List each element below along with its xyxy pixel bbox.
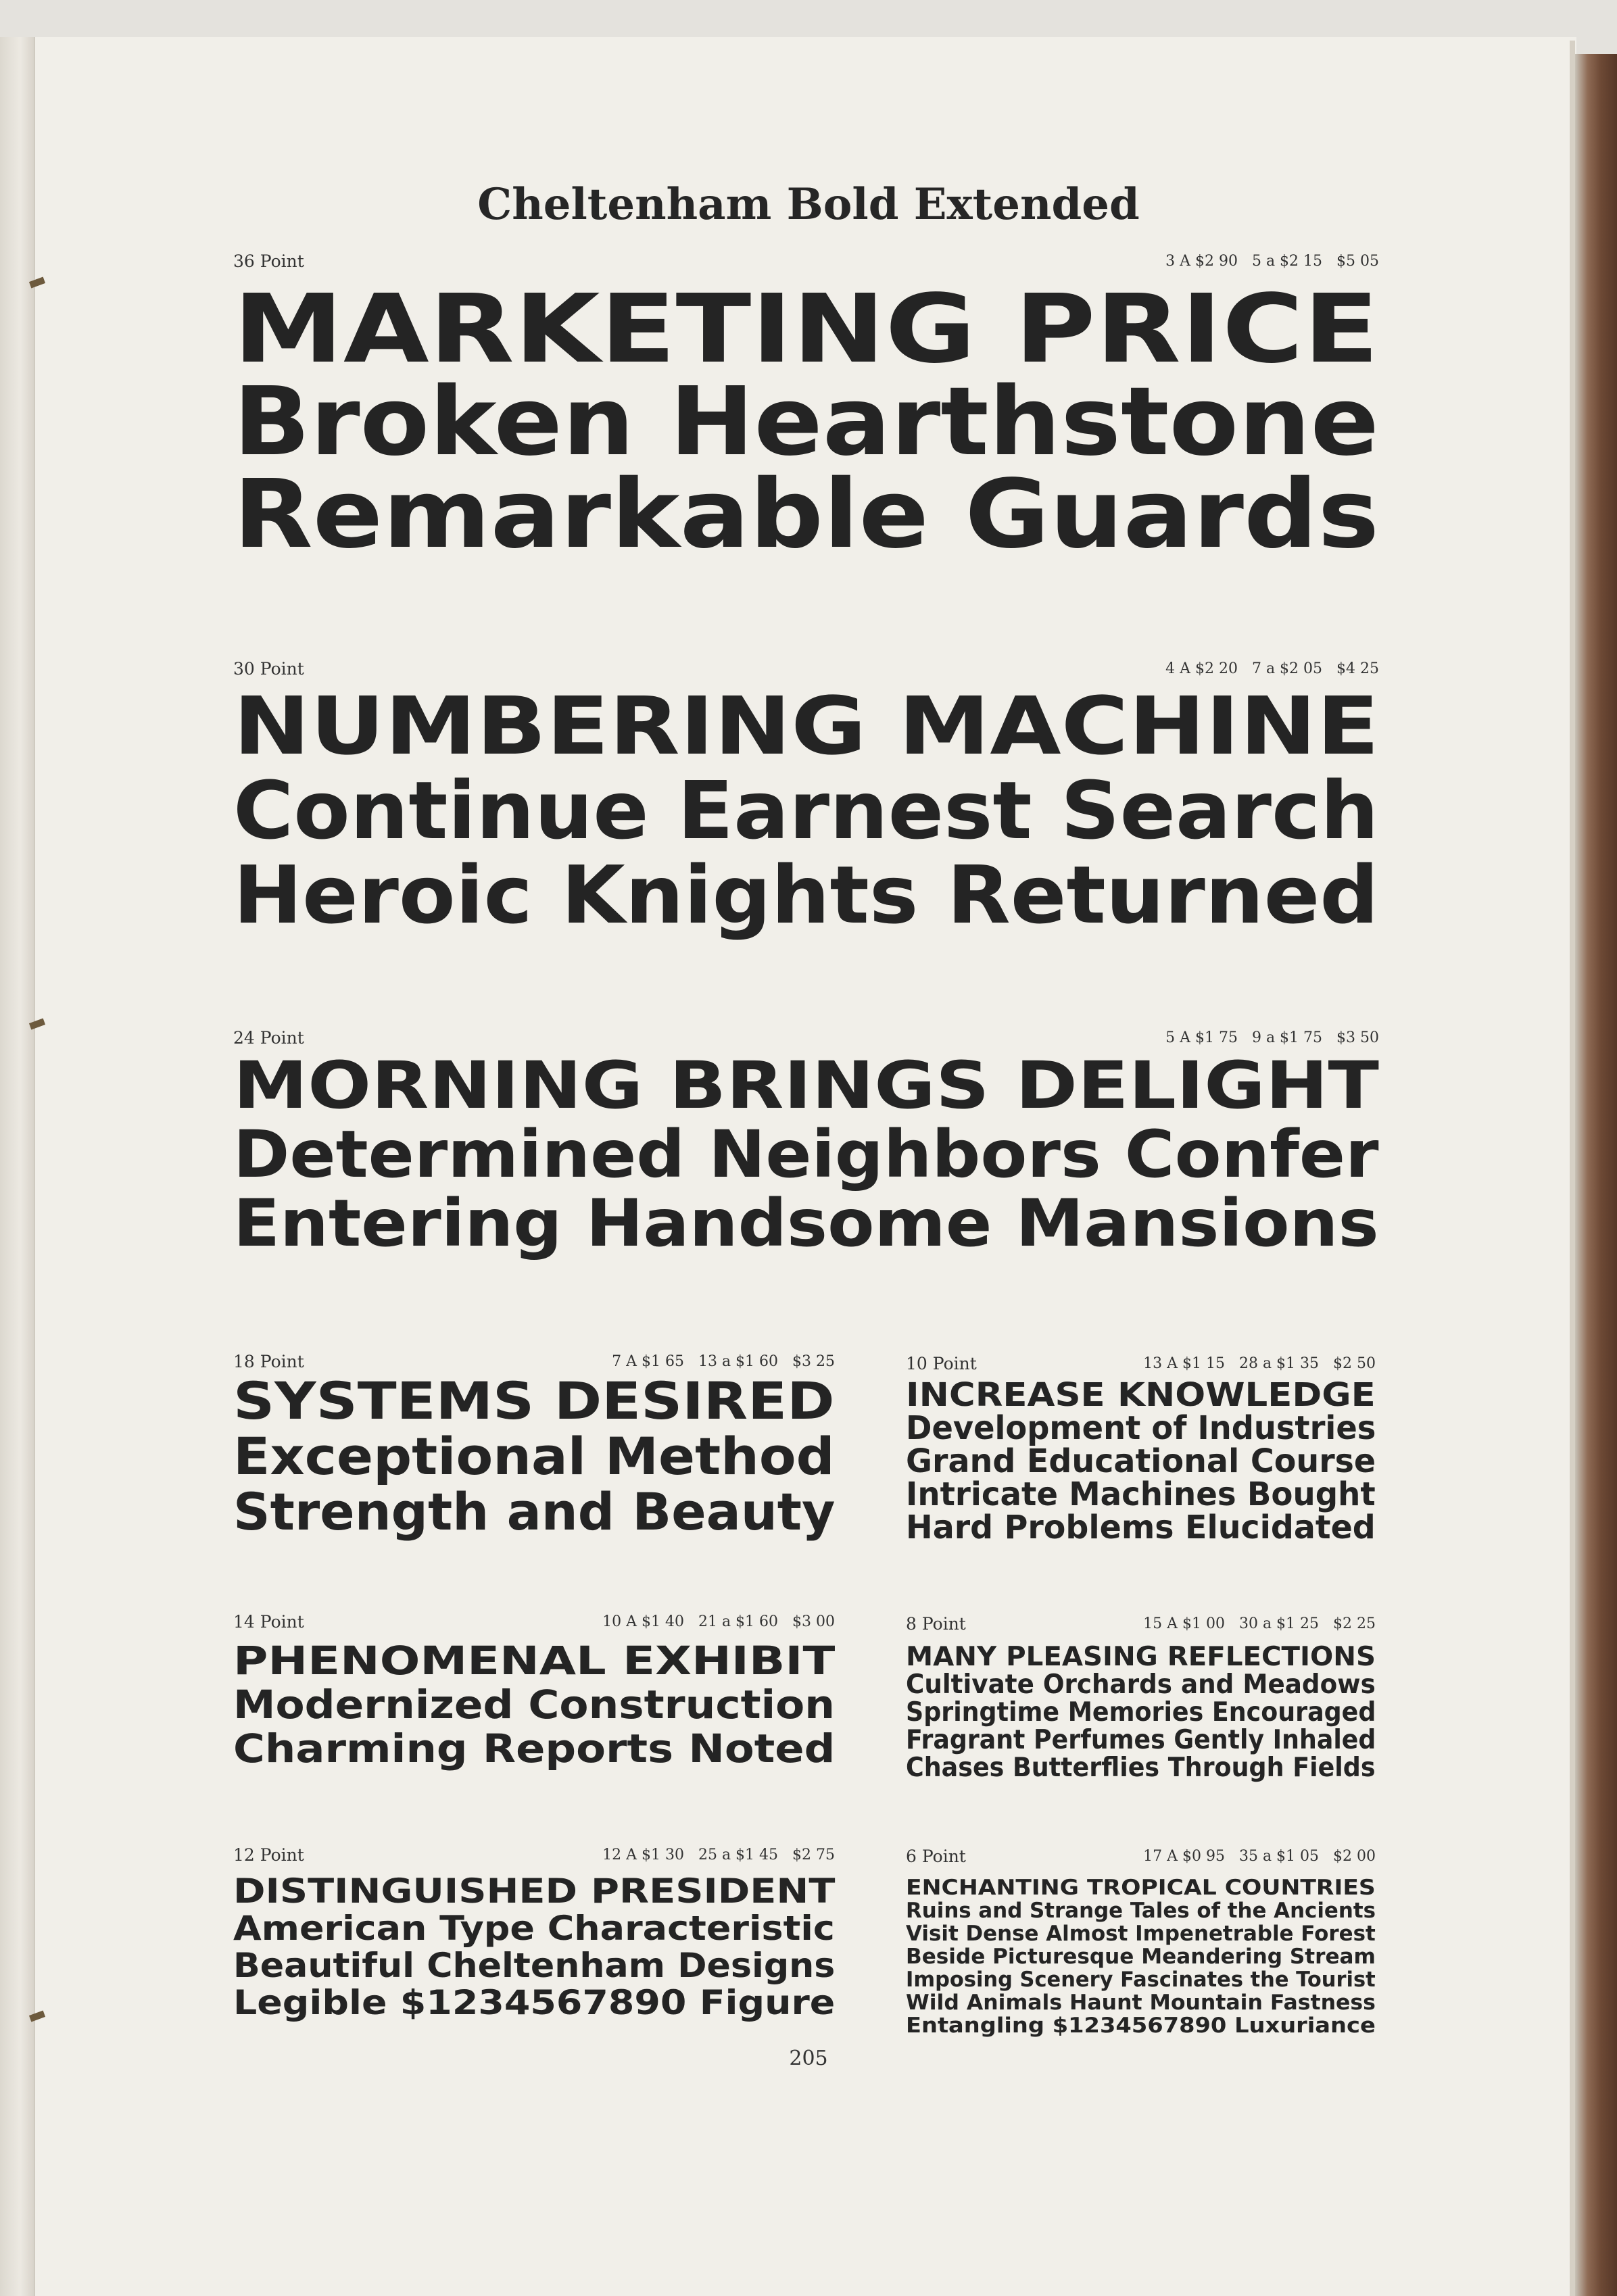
page-edge: [1570, 41, 1575, 2296]
specimen-line: Cultivate Orchards and Meadows: [906, 1669, 1376, 1700]
specimen-line: Broken Hearthstone: [233, 367, 1379, 477]
specimen-line: Beside Picturesque Meandering Stream: [906, 1945, 1376, 1969]
specimen-line: Fragrant Perfumes Gently Inhaled: [906, 1725, 1376, 1755]
specimen-line: Visit Dense Almost Impenetrable Forest: [906, 1922, 1376, 1946]
point-size-label: 6 Point: [906, 1847, 966, 1866]
specimen-line: Beautiful Cheltenham Designs: [233, 1946, 836, 1985]
page-number: 205: [789, 2047, 828, 2070]
specimen-line: INCREASE KNOWLEDGE: [906, 1376, 1376, 1414]
font-price: 10 A $1 40 21 a $1 60 $3 00: [602, 1613, 835, 1630]
specimen-line: Charming Reports Noted: [233, 1726, 836, 1772]
specimen-line: Legible $1234567890 Figure: [233, 1983, 836, 2022]
specimen-line: Remarkable Guards: [233, 460, 1380, 570]
book-cover-edge: [1575, 54, 1617, 2296]
font-price: 15 A $1 00 30 a $1 25 $2 25: [1143, 1615, 1376, 1632]
point-size-label: 24 Point: [233, 1028, 304, 1048]
specimen-line: MARKETING PRICE: [233, 274, 1379, 385]
specimen-line: PHENOMENAL EXHIBIT: [233, 1638, 836, 1684]
book-gutter: [0, 37, 34, 2296]
specimen-line: Grand Educational Course: [906, 1442, 1376, 1480]
font-price: 13 A $1 15 28 a $1 35 $2 50: [1143, 1355, 1376, 1372]
point-size-label: 8 Point: [906, 1614, 966, 1634]
specimen-line: Wild Animals Haunt Mountain Fastness: [906, 1990, 1376, 2015]
specimen-line: SYSTEMS DESIRED: [233, 1371, 835, 1431]
specimen-line: Ruins and Strange Tales of the Ancients: [906, 1899, 1376, 1923]
specimen-line: Strength and Beauty: [233, 1482, 836, 1542]
page-title: Cheltenham Bold Extended: [477, 179, 1140, 230]
point-size-label: 12 Point: [233, 1845, 304, 1865]
font-price: 4 A $2 20 7 a $2 05 $4 25: [1165, 660, 1379, 677]
point-size-label: 14 Point: [233, 1612, 304, 1632]
point-size-label: 10 Point: [906, 1354, 977, 1373]
font-price: 3 A $2 90 5 a $2 15 $5 05: [1165, 253, 1379, 270]
specimen-line: Development of Industries: [906, 1409, 1376, 1447]
specimen-line: MORNING BRINGS DELIGHT: [233, 1048, 1379, 1123]
specimen-line: ENCHANTING TROPICAL COUNTRIES: [906, 1876, 1376, 1900]
point-size-label: 36 Point: [233, 251, 304, 271]
font-price: 7 A $1 65 13 a $1 60 $3 25: [612, 1353, 835, 1370]
specimen-line: Entangling $1234567890 Luxuriance: [906, 2013, 1376, 2038]
specimen-line: Heroic Knights Returned: [233, 848, 1379, 942]
specimen-line: Exceptional Method: [233, 1426, 835, 1486]
specimen-line: American Type Characteristic: [233, 1909, 835, 1948]
specimen-line: Springtime Memories Encouraged: [906, 1697, 1376, 1728]
specimen-line: Intricate Machines Bought: [906, 1475, 1376, 1513]
point-size-label: 18 Point: [233, 1352, 304, 1371]
specimen-line: DISTINGUISHED PRESIDENT: [233, 1872, 836, 1911]
specimen-line: Entering Handsome Mansions: [233, 1186, 1379, 1261]
font-price: 5 A $1 75 9 a $1 75 $3 50: [1165, 1029, 1379, 1046]
specimen-line: Modernized Construction: [233, 1682, 835, 1728]
font-price: 12 A $1 30 25 a $1 45 $2 75: [602, 1847, 835, 1863]
specimen-line: NUMBERING MACHINE: [233, 679, 1380, 773]
specimen-line: Determined Neighbors Confer: [233, 1117, 1379, 1192]
point-size-label: 30 Point: [233, 659, 304, 679]
font-price: 17 A $0 95 35 a $1 05 $2 00: [1143, 1848, 1376, 1865]
specimen-line: Hard Problems Elucidated: [906, 1509, 1376, 1546]
specimen-line: Imposing Scenery Fascinates the Tourist: [906, 1968, 1376, 1992]
specimen-line: MANY PLEASING REFLECTIONS: [906, 1642, 1376, 1672]
specimen-line: Continue Earnest Search: [233, 764, 1379, 857]
specimen-line: Chases Butterflies Through Fields: [906, 1753, 1376, 1783]
